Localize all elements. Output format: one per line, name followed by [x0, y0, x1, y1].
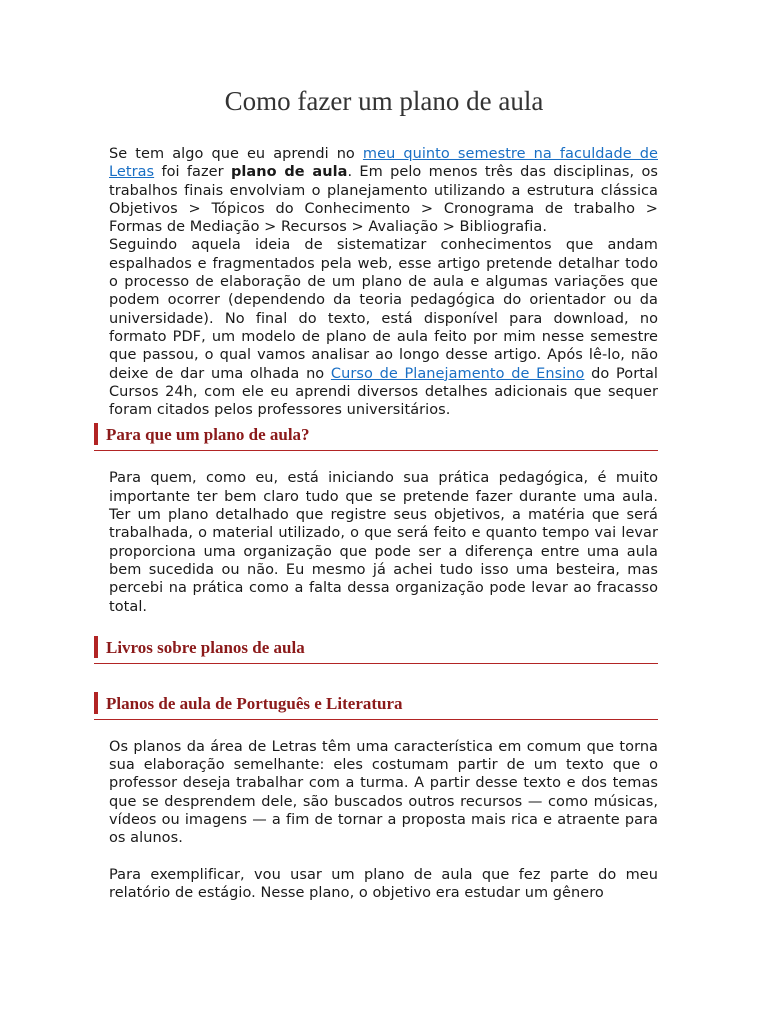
section-heading-text: Livros sobre planos de aula	[106, 637, 305, 657]
page-title: Como fazer um plano de aula	[224, 86, 544, 116]
section-heading-para-que	[94, 423, 658, 451]
intro-paragraph-2	[109, 236, 658, 419]
heading-accent-bar	[94, 423, 98, 445]
intro-text: foi fazer	[154, 164, 231, 181]
intro-text: Se tem algo que eu aprendi no	[109, 146, 363, 162]
heading-accent-bar	[94, 692, 98, 714]
intro-text: Seguindo aquela ideia de sistematizar conhecimentos que andam espalhados e fragmentados pela web, esse artigo pretende detalhar todo o processo de elaboração de um plano de aula e algumas variações que podem ocorrer (dependendo da teoria pedagógica do orientador ou da universidade). No final do texto, está disponível para download, no formato PDF, um modelo de plano de aula feito por mim nesse semestre que passou, o qual vamos analisar ao longo desse artigo. Após lê-lo, não deixe de dar uma olhada no	[109, 237, 658, 382]
section-heading-portugues	[94, 692, 658, 720]
intro-text: do Portal Cursos 24h, com ele eu aprendi diversos detalhes adicionais que sequer foram citados pelos professores universitários.	[109, 365, 658, 419]
section-heading-text: Para que um plano de aula?	[106, 425, 310, 445]
article-body	[106, 145, 658, 902]
section-paragraph: Os planos da área de Letras têm uma característica em comum que torna sua elaboração semelhante: eles costumam partir de um texto que o professor deseja trabalhar com a turma. A partir desse texto e dos temas que se desprendem dele, são buscados outros recursos — como músicas, vídeos ou imagens — a fim de tornar a proposta mais rica e atraente para os alunos.	[109, 738, 658, 847]
intro-paragraph-1	[109, 145, 658, 236]
intro-bold-text: plano de aula	[230, 164, 348, 181]
section-heading-livros	[94, 636, 658, 664]
intro-text: . Em pelo menos três das disciplinas, os trabalhos finais envolviam o planejamento utilizando a estrutura clássica Objetivos > Tópicos do Conhecimento > Cronograma de trabalho > Formas de Mediação > Recursos > Avaliação > Bibliografia.	[109, 164, 658, 236]
section-paragraph: Para exemplificar, vou usar um plano de aula que fez parte do meu relatório de estágio. Nesse plano, o objetivo era estudar um gênero	[109, 866, 658, 901]
section-paragraph: Para quem, como eu, está iniciando sua prática pedagógica, é muito importante ter bem claro tudo que se pretende fazer durante uma aula. Ter um plano detalhado que registre seus objetivos, a matéria que será trabalhada, o material utilizado, o que será feito e quanto tempo vai levar proporciona uma organização que pode ser a diferença entre uma aula bem sucedida ou não. Eu mesmo já achei tudo isso uma besteira, mas percebi na prática como a falta dessa organização pode levar ao fracasso total.	[109, 470, 658, 615]
heading-accent-bar	[94, 636, 98, 658]
section-heading-text: Planos de aula de Português e Literatura	[106, 693, 403, 713]
semester-link[interactable]: meu quinto semestre na faculdade de Letras	[109, 146, 658, 181]
course-link[interactable]: Curso de Planejamento de Ensino	[330, 365, 585, 382]
